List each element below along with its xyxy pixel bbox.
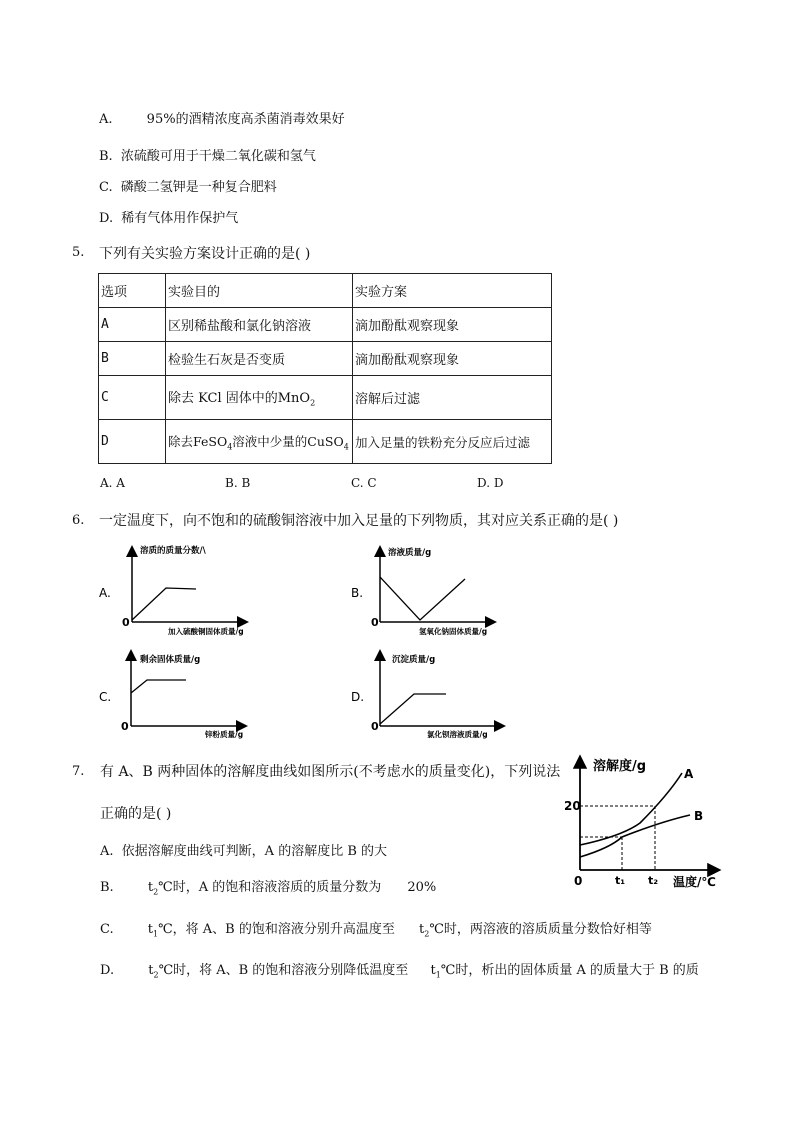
q7-number: 7. (72, 764, 85, 779)
table-cell: D (99, 420, 166, 464)
origin: 0 (371, 720, 379, 733)
option-text: 稀有气体用作保护气 (121, 211, 239, 226)
table-cell: 除去FeSO$_4$溶液中少量的CuSO$_4$ (166, 420, 353, 464)
percent-value: 20% (407, 880, 437, 895)
curve (380, 577, 465, 620)
option-text: 浓硫酸可用于干燥二氧化碳和氢气 (120, 149, 316, 164)
x-label: 氢氧化钠固体质量/g (419, 627, 488, 636)
q5-answer-a: A. A (100, 476, 125, 490)
option-letter: C. (99, 180, 113, 195)
curve (132, 588, 196, 620)
q7-option-c: C. $t_1℃$，将 A、B 的饱和溶液分别升高温度至 $t_2℃$时，两溶液的溶质质量分数恰好相等 (100, 922, 652, 939)
q7-option-a (100, 840, 387, 859)
origin: 0 (121, 720, 129, 733)
option-text: 95%的酒精浓度高杀菌消毒效果好 (146, 112, 345, 127)
table-cell: A (99, 308, 166, 342)
q6-number: 6. (72, 513, 85, 528)
table-header: 选项 (99, 274, 166, 308)
option-letter: A. (99, 112, 113, 127)
q5-answer-d: D. D (477, 476, 504, 490)
origin: 0 (122, 616, 130, 629)
x-tick-t1: t₁ (615, 874, 626, 887)
origin: 0 (574, 874, 583, 888)
table-cell: 除去 KCl 固体中的MnO$_2$ (166, 376, 353, 420)
table-cell: C (99, 376, 166, 420)
y-label: 剩余固体质量/g (140, 655, 201, 665)
table-cell: 区别稀盐酸和氯化钠溶液 (166, 308, 353, 342)
y-label: 溶液质量/g (388, 548, 432, 558)
x-label: 锌粉质量/g (205, 730, 244, 739)
q7-option-b: B. $t_2℃$时，A 的饱和溶液溶质的质量分数为 20% (100, 880, 437, 897)
option-letter: C. (100, 922, 114, 937)
table-header: 实验目的 (166, 274, 353, 308)
q5-stem: 下列有关实验方案设计正确的是( ) (99, 246, 311, 262)
series-b-label: B (694, 809, 704, 823)
graph-letter: A. (99, 586, 111, 600)
table-cell: 检验生石灰是否变质 (166, 342, 353, 376)
q5-number: 5. (72, 245, 85, 260)
origin: 0 (371, 616, 379, 629)
graph-a (99, 545, 246, 636)
q7-option-d: D. $t_2℃$时，将 A、B 的饱和溶液分别降低温度至 $t_1℃$时，析出的固体质量 A 的质量大于 B 的质 (100, 963, 699, 980)
table-cell: 溶解后过滤 (353, 376, 552, 420)
y-tick: 20 (564, 799, 581, 813)
x-label: 加入硫酸铜固体质量/g (168, 627, 244, 636)
x-tick-t2: t₂ (648, 874, 659, 887)
graph-c (99, 652, 245, 739)
q7-solubility-chart (564, 758, 718, 889)
y-label: 溶解度/g (593, 759, 647, 774)
option-text: 依据溶解度曲线可判断，A 的溶解度比 B 的大 (121, 844, 388, 859)
q5-answer-c: C. C (351, 476, 377, 490)
curve-b (580, 815, 690, 857)
y-label: 沉淀质量/g (392, 655, 436, 665)
x-label: 氯化钡溶液质量/g (427, 730, 488, 739)
graph-b (351, 547, 494, 636)
q5-answer-b: B. B (225, 476, 251, 490)
q7-stem-line2: 正确的是( ) (100, 806, 172, 822)
curve (131, 680, 186, 693)
curve (380, 694, 446, 724)
option-letter: D. (100, 963, 115, 978)
x-label: 温度/℃ (673, 875, 716, 889)
table-cell: 滴加酚酞观察现象 (353, 342, 552, 376)
q7-stem-line1: 有 A、B 两种固体的溶解度曲线如图所示(不考虑水的质量变化)，下列说法 (100, 764, 561, 780)
graph-d (351, 652, 503, 739)
option-letter: D. (99, 211, 114, 226)
option-letter: A. (100, 844, 114, 859)
graph-letter: C. (99, 690, 112, 704)
graph-letter: B. (351, 586, 364, 600)
option-text: 磷酸二氢钾是一种复合肥料 (120, 180, 277, 195)
y-label: 溶质的质量分数/\ (140, 546, 206, 556)
table-cell: 滴加酚酞观察现象 (353, 308, 552, 342)
option-letter: B. (100, 880, 114, 895)
option-letter: B. (99, 149, 113, 164)
q6-stem: 一定温度下，向不饱和的硫酸铜溶液中加入足量的下列物质，其对应关系正确的是( ) (99, 513, 619, 529)
table-cell: B (99, 342, 166, 376)
series-a-label: A (684, 767, 694, 781)
table-header: 实验方案 (353, 274, 552, 308)
graph-letter: D. (351, 690, 365, 704)
table-cell: 加入足量的铁粉充分反应后过滤 (353, 420, 552, 464)
